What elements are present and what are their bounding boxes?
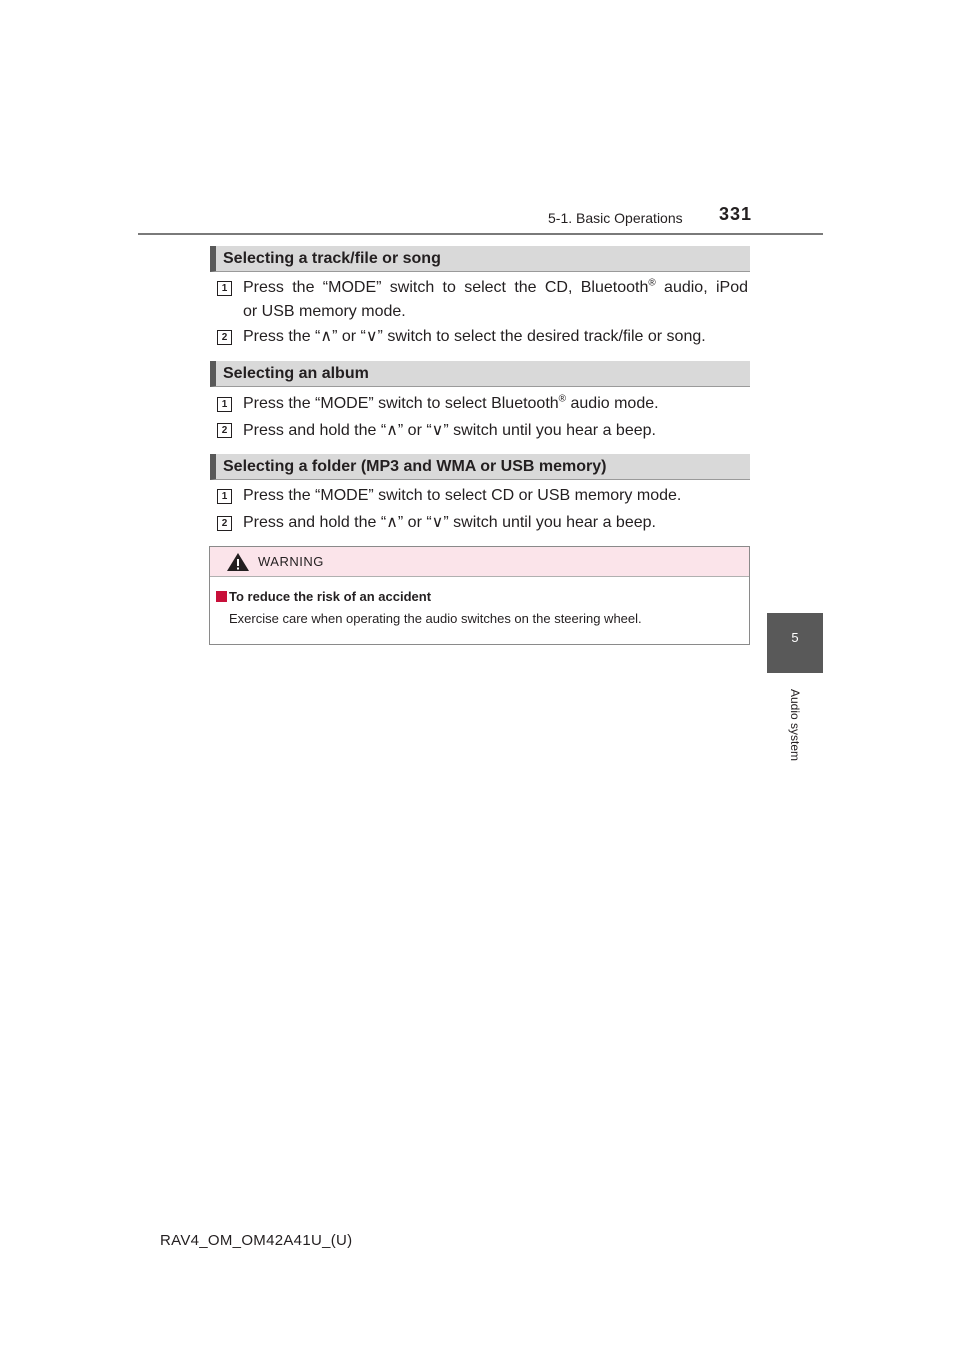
step-text: Press and hold the “∧” or “∨” switch until you hear a beep. [243, 514, 656, 531]
step-number: 2 [217, 330, 232, 345]
warning-box [209, 546, 750, 645]
step-number: 1 [217, 489, 232, 504]
page-number: 331 [719, 204, 753, 224]
step-text: Press the “MODE” switch to select CD or USB memory mode. [243, 487, 682, 504]
warning-triangle-icon [226, 552, 250, 572]
section-heading-album: Selecting an album [210, 361, 750, 387]
step-text: Press and hold the “∧” or “∨” switch until you hear a beep. [243, 422, 656, 439]
step-number: 1 [217, 281, 232, 296]
warning-bullet-icon [216, 591, 227, 602]
step-text: Press the “∧” or “∨” switch to select the desired track/file or song. [243, 328, 706, 345]
warning-body: Exercise care when operating the audio switches on the steering wheel. [229, 611, 642, 626]
step-number: 2 [217, 423, 232, 438]
step-text-line1: Press the “MODE” switch to select the CD, Bluetooth® audio, iPod [243, 277, 748, 296]
step-text: Press the “MODE” switch to select Bluetooth® audio mode. [243, 393, 659, 412]
warning-subtitle: To reduce the risk of an accident [229, 589, 432, 604]
footer-doc-code: RAV4_OM_OM42A41U_(U) [160, 1232, 353, 1249]
step-number: 2 [217, 516, 232, 531]
header-section-title: 5-1. Basic Operations [548, 210, 683, 226]
warning-header [210, 547, 749, 577]
warning-title: WARNING [258, 554, 324, 569]
chapter-tab-label: Audio system [788, 688, 802, 762]
section-heading-track: Selecting a track/file or song [210, 246, 750, 272]
step-text-line2: or USB memory mode. [243, 303, 406, 320]
chapter-tab-number: 5 [791, 630, 799, 645]
step-text [243, 276, 748, 324]
step-number: 1 [217, 397, 232, 412]
section-heading-folder: Selecting a folder (MP3 and WMA or USB memory) [210, 454, 750, 480]
header-rule [138, 233, 823, 235]
